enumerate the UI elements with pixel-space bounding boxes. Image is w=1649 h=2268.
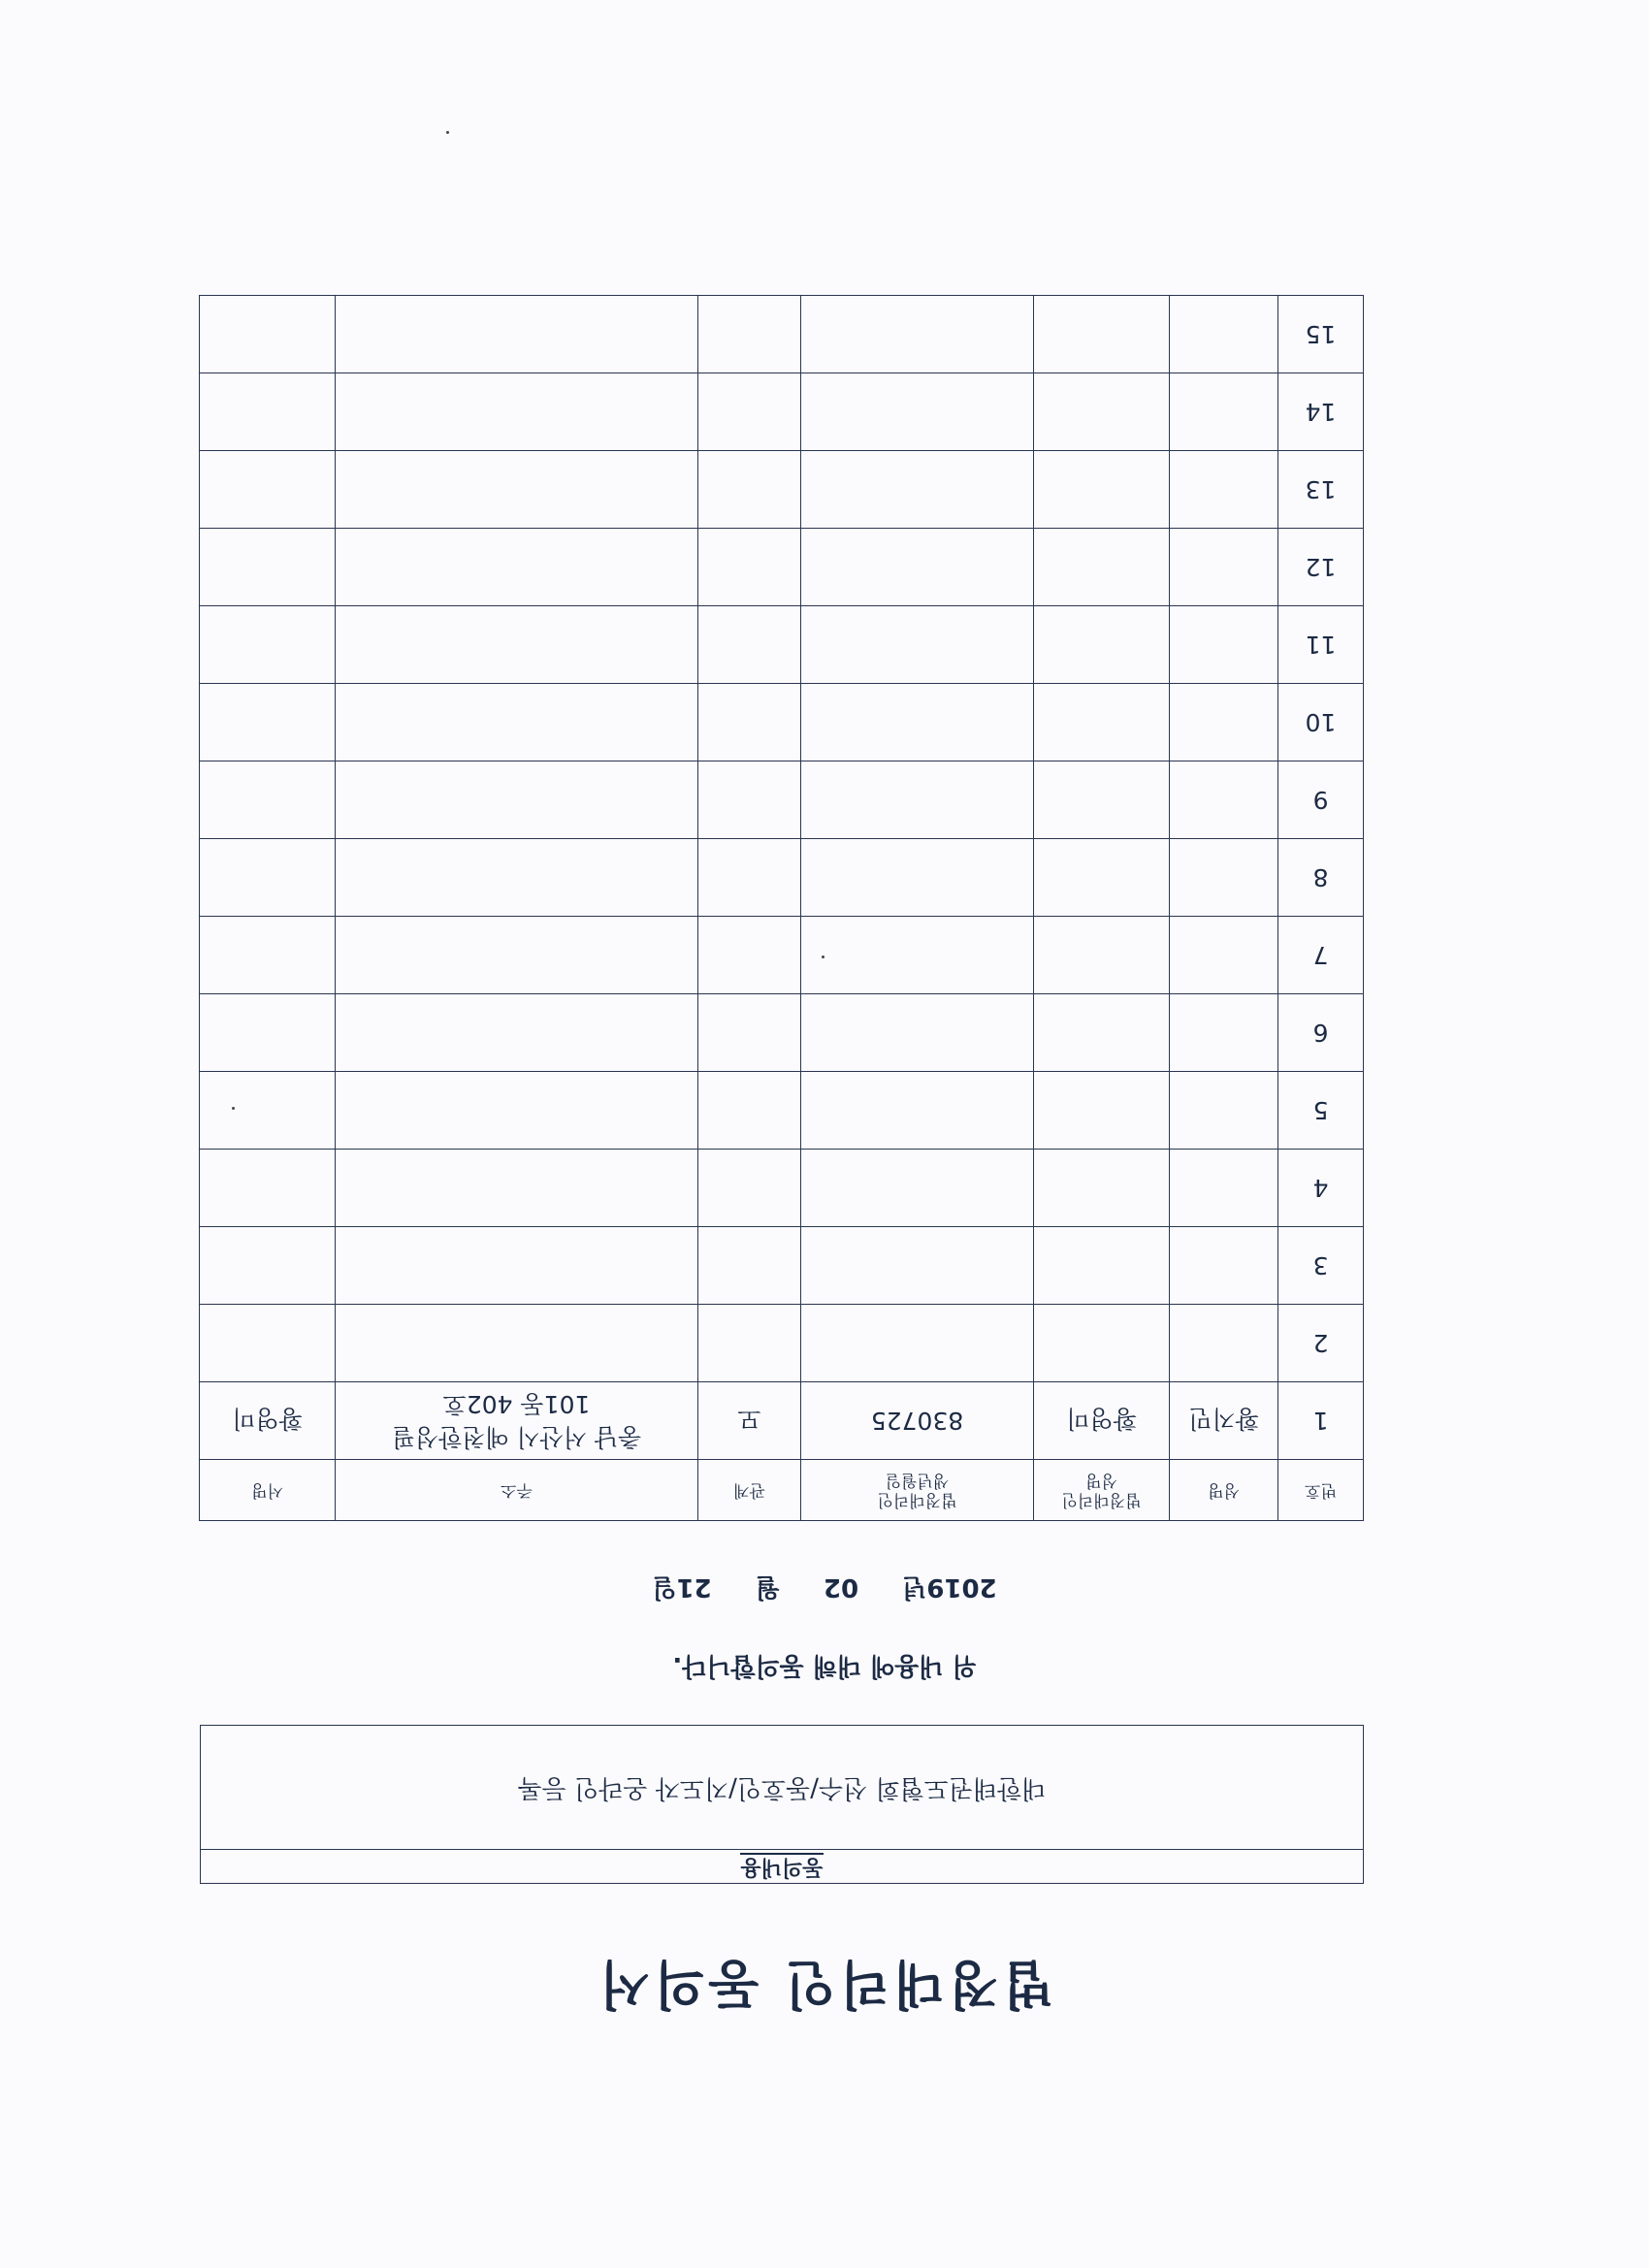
cell-guardian-birth [801, 684, 1034, 761]
cell-guardian-name [1034, 839, 1170, 917]
cell-guardian-name [1034, 1072, 1170, 1150]
header-guardian-birth: 법정대리인 생년월일 [801, 1460, 1034, 1521]
cell-signature [200, 761, 336, 839]
header-guardian-name: 법정대리인 성명 [1034, 1460, 1170, 1521]
cell-no: 13 [1278, 451, 1364, 529]
cell-guardian-birth [801, 1227, 1034, 1305]
cell-name: 황지민 [1170, 1382, 1278, 1460]
cell-guardian-birth [801, 1305, 1034, 1382]
cell-name [1170, 761, 1278, 839]
cell-no: 14 [1278, 373, 1364, 451]
cell-guardian-name [1034, 1305, 1170, 1382]
cell-relation [698, 1150, 801, 1227]
cell-guardian-birth [801, 529, 1034, 606]
signing-date [0, 1571, 1649, 1607]
scan-speck [446, 131, 449, 134]
address-line-1: 충남 서산시 예천한성필 [391, 1423, 642, 1452]
cell-name [1170, 529, 1278, 606]
cell-guardian-name [1034, 684, 1170, 761]
address-line-2: 101동 402호 [442, 1390, 591, 1419]
cell-name [1170, 917, 1278, 994]
cell-address [336, 1150, 698, 1227]
cell-name [1170, 684, 1278, 761]
cell-signature [200, 296, 336, 373]
cell-no: 9 [1278, 761, 1364, 839]
cell-relation: 모 [698, 1382, 801, 1460]
cell-address [336, 994, 698, 1072]
cell-signature [200, 1150, 336, 1227]
date-month-unit: 월 [755, 1572, 780, 1602]
cell-name [1170, 1227, 1278, 1305]
cell-no: 11 [1278, 606, 1364, 684]
scan-speck [232, 1107, 235, 1110]
table-header-row [200, 1460, 1364, 1521]
cell-signature [200, 606, 336, 684]
header-no: 번호 [1278, 1460, 1364, 1521]
table-row [200, 1150, 1364, 1227]
cell-signature [200, 373, 336, 451]
cell-signature [200, 1072, 336, 1150]
cell-address [336, 839, 698, 917]
table-row [200, 373, 1364, 451]
cell-address [336, 529, 698, 606]
cell-signature [200, 1227, 336, 1305]
cell-name [1170, 606, 1278, 684]
cell-name [1170, 1072, 1278, 1150]
cell-relation [698, 994, 801, 1072]
cell-signature [200, 994, 336, 1072]
cell-no: 6 [1278, 994, 1364, 1072]
cell-no: 4 [1278, 1150, 1364, 1227]
cell-signature [200, 917, 336, 994]
header-relation: 관계 [698, 1460, 801, 1521]
cell-guardian-birth: 830725 [801, 1382, 1034, 1460]
cell-relation [698, 839, 801, 917]
cell-signature [200, 1305, 336, 1382]
cell-relation [698, 1227, 801, 1305]
cell-guardian-birth [801, 1150, 1034, 1227]
table-row [200, 1382, 1364, 1460]
table-body [200, 296, 1364, 1460]
cell-guardian-name [1034, 529, 1170, 606]
cell-no: 1 [1278, 1382, 1364, 1460]
cell-relation [698, 917, 801, 994]
cell-relation [698, 451, 801, 529]
cell-guardian-name [1034, 761, 1170, 839]
cell-guardian-name [1034, 373, 1170, 451]
table-row [200, 451, 1364, 529]
table-row [200, 296, 1364, 373]
table-row [200, 761, 1364, 839]
cell-no: 10 [1278, 684, 1364, 761]
cell-no: 7 [1278, 917, 1364, 994]
cell-no: 15 [1278, 296, 1364, 373]
consent-header-label: 동의내용 [740, 1855, 824, 1879]
cell-name [1170, 451, 1278, 529]
table-row [200, 994, 1364, 1072]
guardian-signature-table [199, 295, 1364, 1521]
cell-guardian-name [1034, 994, 1170, 1072]
cell-signature [200, 451, 336, 529]
cell-name [1170, 994, 1278, 1072]
cell-name [1170, 1150, 1278, 1227]
cell-guardian-name [1034, 451, 1170, 529]
cell-address [336, 606, 698, 684]
table-row [200, 1072, 1364, 1150]
cell-relation [698, 529, 801, 606]
header-signature: 서명 [200, 1460, 336, 1521]
cell-no: 5 [1278, 1072, 1364, 1150]
cell-address [336, 684, 698, 761]
cell-guardian-birth [801, 606, 1034, 684]
document-title: 법정대리인 동의서 [595, 1954, 1054, 2015]
cell-relation [698, 373, 801, 451]
cell-address [336, 296, 698, 373]
cell-guardian-birth [801, 296, 1034, 373]
cell-no: 12 [1278, 529, 1364, 606]
cell-name [1170, 839, 1278, 917]
header-name: 성명 [1170, 1460, 1278, 1521]
cell-guardian-name [1034, 296, 1170, 373]
cell-address [336, 917, 698, 994]
cell-relation [698, 1305, 801, 1382]
cell-signature: 황영미 [200, 1382, 336, 1460]
table-row [200, 1305, 1364, 1382]
cell-address [336, 1382, 698, 1460]
header-address: 주소 [336, 1460, 698, 1521]
cell-address [336, 451, 698, 529]
scan-speck [822, 956, 824, 958]
cell-relation [698, 606, 801, 684]
cell-guardian-birth [801, 761, 1034, 839]
cell-name [1170, 296, 1278, 373]
cell-address [336, 761, 698, 839]
cell-relation [698, 684, 801, 761]
cell-address [336, 1227, 698, 1305]
cell-name [1170, 373, 1278, 451]
table-row [200, 606, 1364, 684]
cell-guardian-birth [801, 451, 1034, 529]
consent-header [201, 1849, 1363, 1883]
date-month: 02 [823, 1572, 859, 1602]
table-row [200, 684, 1364, 761]
cell-signature [200, 839, 336, 917]
cell-guardian-name [1034, 1227, 1170, 1305]
cell-relation [698, 761, 801, 839]
table-row [200, 917, 1364, 994]
cell-relation [698, 1072, 801, 1150]
table-row [200, 529, 1364, 606]
date-day: 21일 [652, 1572, 712, 1602]
cell-address [336, 1305, 698, 1382]
cell-guardian-name: 황영미 [1034, 1382, 1170, 1460]
cell-signature [200, 684, 336, 761]
cell-guardian-birth [801, 1072, 1034, 1150]
cell-relation [698, 296, 801, 373]
cell-address [336, 373, 698, 451]
cell-no: 8 [1278, 839, 1364, 917]
table-row [200, 839, 1364, 917]
cell-guardian-name [1034, 606, 1170, 684]
date-year: 2019년 [902, 1572, 997, 1602]
consent-box [200, 1725, 1364, 1884]
cell-address [336, 1072, 698, 1150]
cell-no: 3 [1278, 1227, 1364, 1305]
cell-guardian-birth [801, 839, 1034, 917]
agreement-statement: 위 내용에 대해 동의합니다. [672, 1651, 977, 1680]
cell-no: 2 [1278, 1305, 1364, 1382]
cell-guardian-name [1034, 917, 1170, 994]
cell-name [1170, 1305, 1278, 1382]
cell-guardian-name [1034, 1150, 1170, 1227]
consent-body: 대한태권도협회 선수/동호인/지도자 온라인 등록 [517, 1773, 1047, 1802]
cell-guardian-birth [801, 917, 1034, 994]
cell-signature [200, 529, 336, 606]
table-row [200, 1227, 1364, 1305]
cell-guardian-birth [801, 373, 1034, 451]
cell-guardian-birth [801, 994, 1034, 1072]
